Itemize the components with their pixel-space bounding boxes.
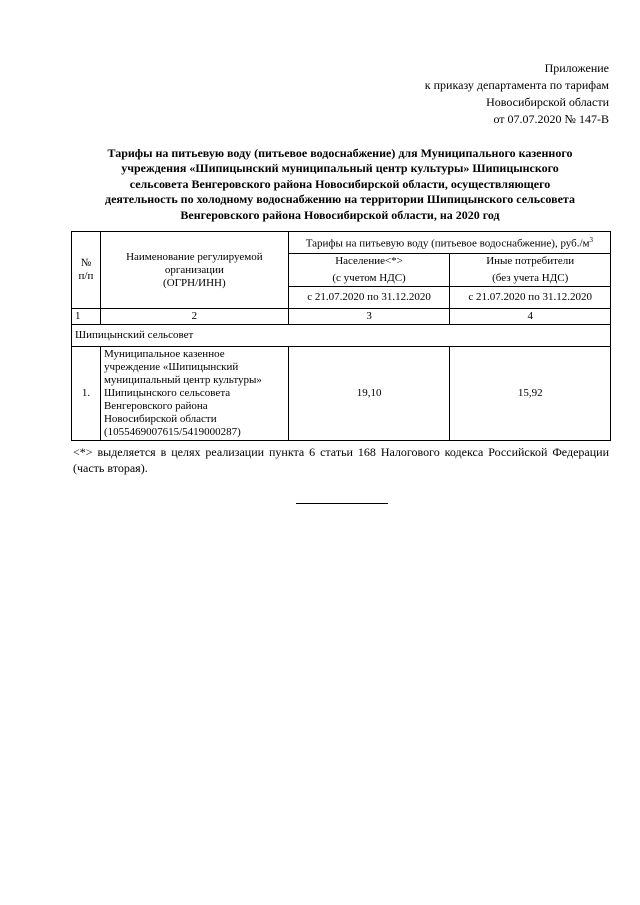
tariff-header: Тарифы на питьевую воду (питьевое водоснабжение), $руб./м^3$ [288, 232, 610, 254]
title-line: Тарифы на питьевую воду (питьевое водоснабжение) для Муниципального казенного [107, 146, 573, 160]
title-line: Венгеровского района Новосибирской области, на 2020 год [180, 207, 500, 222]
col-no-header: № п/п [72, 232, 101, 309]
table-row [72, 347, 611, 441]
approval-line: к приказу департамента по тарифам [424, 78, 609, 92]
column-number: 1 [72, 309, 101, 325]
approval-line: от 07.07.2020 № 147-В [493, 112, 609, 126]
title-line: деятельность по холодному водоснабжению на территории Шипицынского сельсовета [105, 192, 575, 207]
tariff-population-value: 19,10 [288, 347, 450, 441]
column-number: 3 [288, 309, 450, 325]
column-number: 4 [450, 309, 611, 325]
population-header: Население<*> (с учетом НДС) [288, 254, 450, 287]
section-row [72, 325, 611, 347]
column-number: 2 [100, 309, 288, 325]
table-header-row [72, 232, 611, 254]
closing-rule [296, 503, 388, 504]
organization-name: Муниципальное казенное учреждение «Шипицынский муниципальный центр культуры» Шипицынского сельсовета Венгеровского района Новосибирской области (1055469007615/5419000287) [100, 347, 288, 441]
approval-line: Новосибирской области [486, 95, 609, 109]
section-label: Шипицынский сельсовет [72, 325, 611, 347]
document-title [75, 146, 605, 223]
period-population: с 21.07.2020 по 31.12.2020 [288, 287, 450, 309]
approval-block [425, 60, 609, 128]
period-other: с 21.07.2020 по 31.12.2020 [450, 287, 611, 309]
row-number: 1. [72, 347, 101, 441]
column-number-row [72, 309, 611, 325]
title-line: учреждения «Шипицынский муниципальный центр культуры» Шипицынского [121, 161, 559, 176]
title-line: сельсовета Венгеровского района Новосибирской области, осуществляющего [129, 176, 551, 191]
footnote: <*> выделяется в целях реализации пункта 6 статьи 168 Налогового кодекса Российской Федерации (часть вторая). [73, 445, 609, 475]
tariff-other-value: 15,92 [450, 347, 611, 441]
approval-line: Приложение [544, 61, 609, 75]
col-org-header: Наименование регулируемой организации (ОГРН/ИНН) [100, 232, 288, 309]
tariff-table [71, 231, 611, 441]
other-consumers-header: Иные потребители (без учета НДС) [450, 254, 611, 287]
